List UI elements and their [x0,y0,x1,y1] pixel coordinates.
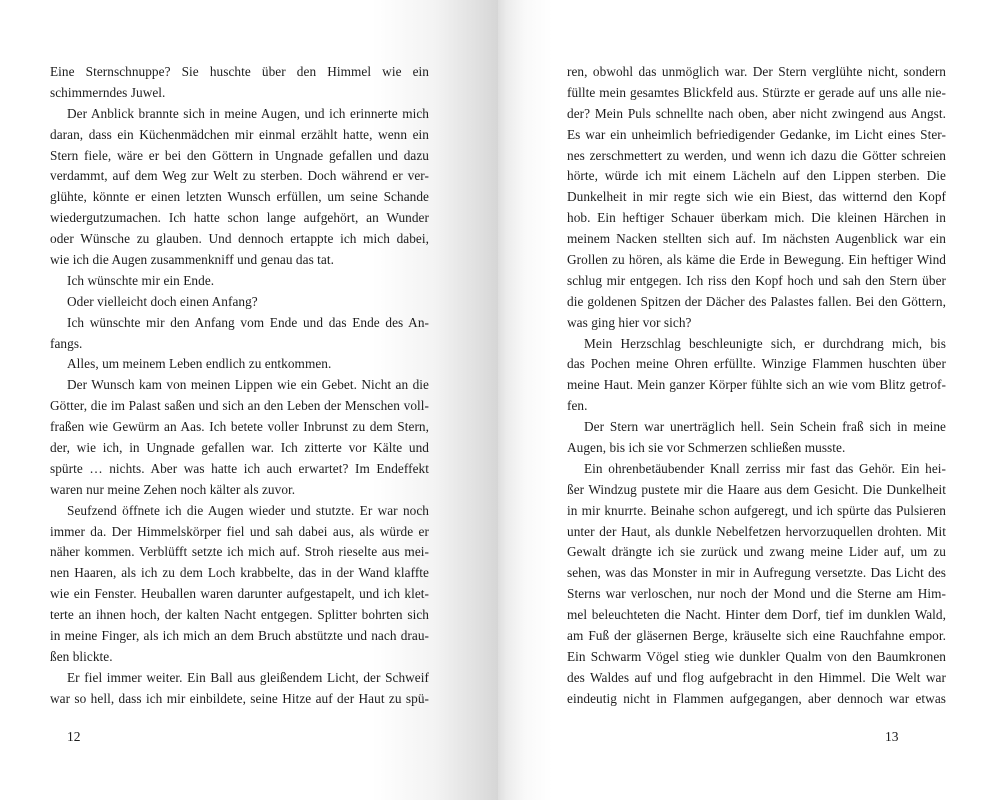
text-line: schimmerndes Juwel. [50,84,166,100]
text-line: das Pochen meine Ohren erfüllte. Winzige Flammen huschten über [567,356,946,372]
text-line: verdammt, auf dem Weg zur Welt zu sterben. Doch während er ver- [50,168,429,184]
text-line: näher kommen. Verblüfft setzte ich mich auf. Stroh rieselte aus mei- [50,544,429,560]
text-line: schlug mir entgegen. Ich riss den Kopf hoch und sah den Stern über [567,272,946,288]
text-line: Ein Schwarm Vögel stieg wie dunkler Qualm von den Baumkronen [567,648,946,664]
text-line: mel beleuchteten die Nacht. Hinter dem Dorf, tief im dunklen Wald, [567,607,946,623]
text-line: nes zerschmettert zu werden, und wenn ich dazu die Götter schreien [567,147,946,163]
text-line: oder Wünsche zu glauben. Und dennoch ertappte ich mich dabei, [50,231,429,247]
text-line: glühte, könnte er einen letzten Wunsch erfüllen, um seine Schande [50,189,429,205]
text-line: Grollen zu hören, als käme die Erde in Bewegung. Ein heftiger Wind [567,252,946,268]
text-line: hob. Ein heftiger Schauer überkam mich. Die kleinen Härchen in [567,210,946,226]
text-line: hörte, würde ich mit einem Lächeln auf den Lippen sterben. Die [567,168,946,184]
text-line: der, wie ich, in Ungnade gefallen war. Ich zitterte vor Kälte und [50,440,429,456]
left-page [50,0,498,800]
text-line: wie ein Fenster. Heuballen waren darunter aufgestapelt, und ich klet- [50,586,429,602]
text-line: Alles, um meinem Leben endlich zu entkommen. [67,356,332,372]
text-line: in mir knurrte. Beinahe schon aufgeregt, und ich spürte das Pulsieren [567,502,946,518]
text-line: der? Mein Puls schnellte nach oben, aber nicht zwingend aus Angst. [567,105,946,121]
text-line: Oder vielleicht doch einen Anfang? [67,293,258,309]
text-line: Der Wunsch kam von meinen Lippen wie ein Gebet. Nicht an die [67,377,429,393]
text-line: Gewalt drängte ich sie zurück und zwang meine Lider auf, um zu [567,544,946,560]
text-line: Es war ein unheimlich befriedigender Gedanke, im Licht eines Ster- [567,126,946,142]
text-line: terte an ihnen hoch, der kalten Nacht entgegen. Splitter bohrten sich [50,607,429,623]
text-line: Mein Herzschlag beschleunigte sich, er durchdrang mich, bis [584,335,946,351]
page-number: 12 [67,729,81,744]
text-line: fen. [567,398,588,414]
text-line: Ein ohrenbetäubender Knall zerriss mir fast das Gehör. Ein hei- [584,460,946,476]
text-line: Sterns war verloschen, nur noch der Mond und die Sterne am Him- [567,586,946,602]
page-number: 13 [885,729,899,744]
text-line: Er fiel immer weiter. Ein Ball aus gleißendem Licht, der Schweif [67,669,429,685]
text-line: ßer Windzug pustete mir die Haare aus dem Gesicht. Die Dunkelheit [567,481,946,497]
text-line: fraßen wie Gewürm an Aas. Ich betete voller Inbrunst zu dem Stern, [50,419,429,435]
text-line: immer da. Der Himmelskörper fiel und sah dabei aus, als würde er [50,523,429,539]
text-line: in meine Finger, als ich mich an dem Bruch abstützte und nach drau- [50,628,429,644]
text-line: ßen blickte. [50,648,113,664]
text-line: des Waldes auf und flog aufgebracht in den Himmel. Die Welt war [567,669,946,685]
text-line: Ich wünschte mir den Anfang vom Ende und das Ende des An- [67,314,429,330]
text-line: wie ich die Augen zusammenkniff und genau das tat. [50,252,334,268]
text-line: Ich wünschte mir ein Ende. [67,272,215,288]
text-line: unter der Haut, als dunkle Nebelfetzen hervorzuquellen drohten. Mit [567,523,946,539]
text-line: daran, dass ein Küchenmädchen mir einmal erzählt hatte, wenn ein [50,126,429,142]
text-line: waren nur meine Zehen noch kälter als zuvor. [50,481,296,497]
text-line: Eine Sternschnuppe? Sie huschte über den Himmel wie ein [50,64,429,79]
text-line: Augen, bis ich sie vor Schmerzen schließen musste. [567,440,846,456]
text-line: Der Stern war unerträglich hell. Sein Schein fraß sich in meine [584,419,946,435]
text-line: Seufzend öffnete ich die Augen wieder und stutzte. Er war noch [67,502,429,518]
text-line: am Fuß der gläsernen Berge, kräuselte sich eine Rauchfahne empor. [567,628,946,644]
text-line: nen Haaren, als ich zu dem Loch krabbelte, das in der Wand klaffte [50,565,429,581]
text-line: Der Anblick brannte sich in meine Augen, und ich erinnerte mich [67,105,429,121]
left-page-text [50,62,429,710]
right-page-text [567,62,946,710]
text-line: wiedergutzumachen. Ich hatte schon lange aufgehört, an Wunder [50,210,429,226]
text-line: Stern fiele, wäre er bei den Göttern in Ungnade gefallen und dazu [50,147,429,163]
text-line: was ging hier vor sich? [567,314,692,330]
text-line: füllte mein gesamtes Blickfeld aus. Stürzte er gerade auf uns alle nie- [567,84,946,100]
text-line: eindeutig nicht in Flammen aufgegangen, aber dennoch war etwas [567,690,946,706]
text-line: Dunkelheit in mir regte sich wie ein Biest, das witternd den Kopf [567,189,946,205]
text-line: sehen, was das Monster in mir in Aufregung versetzte. Das Licht des [567,565,946,581]
right-page [498,0,948,800]
text-line: meine Haut. Mein ganzer Körper fühlte sich an wie vom Blitz getrof- [567,377,946,393]
text-line: die goldenen Spitzen der Dächer des Palastes fallen. Bei den Göttern, [567,293,946,309]
text-line: meinem Nacken stellten sich auf. Im nächsten Augenblick war ein [567,231,946,247]
text-line: Götter, die im Palast saßen und sich an den Leben der Menschen voll- [50,398,429,414]
text-line: fangs. [50,335,83,351]
text-line: spürte … nichts. Aber was hatte ich auch erwartet? Im Endeffekt [50,460,429,476]
text-line: ren, obwohl das unmöglich war. Der Stern verglühte nicht, sondern [567,64,946,79]
text-line: war so hell, dass ich mir einbildete, seine Hitze auf der Haut zu spü- [50,690,429,706]
